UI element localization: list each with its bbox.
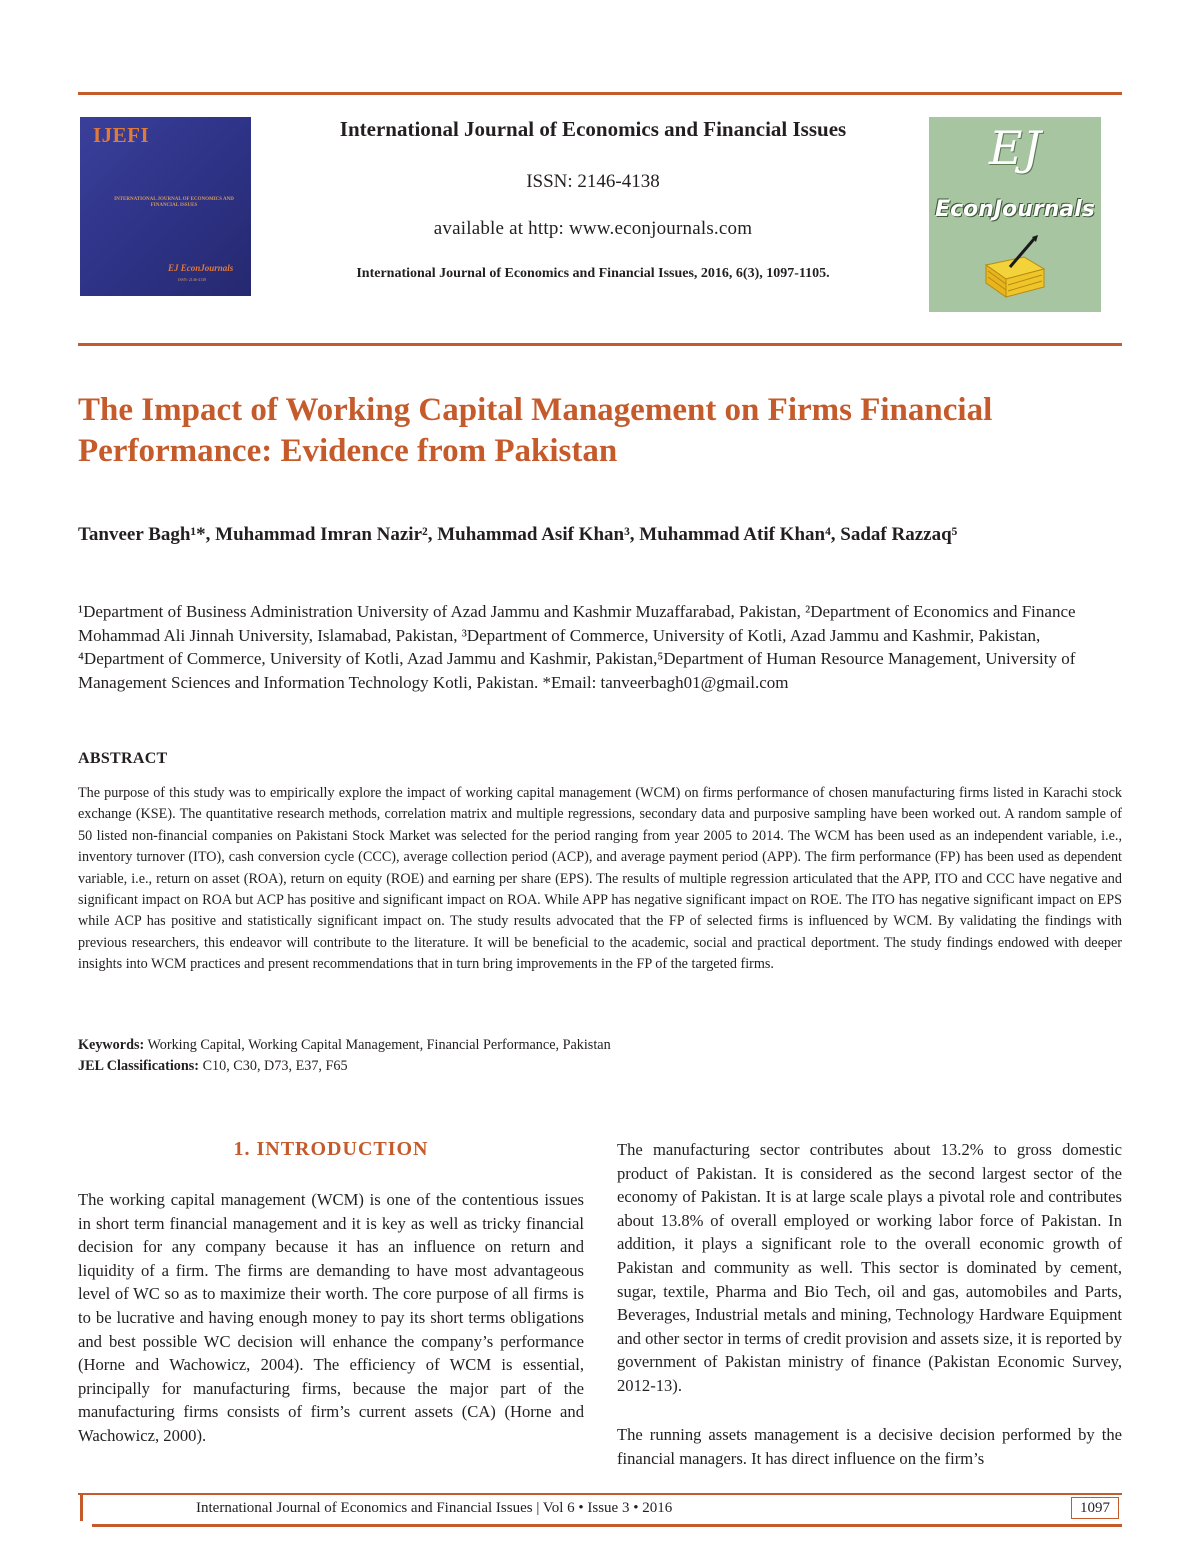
cover-issn: ISSN: 2146-4138 xyxy=(178,277,207,282)
keywords-value: Working Capital, Working Capital Management, Financial Performance, Pakistan xyxy=(144,1037,611,1053)
introduction-heading: 1. INTRODUCTION xyxy=(233,1138,429,1160)
header-bottom-rule xyxy=(78,343,1122,346)
cover-publisher: EJ EconJournals xyxy=(168,263,234,273)
journal-name: International Journal of Economics and Financial Issues xyxy=(339,117,847,141)
keywords-label: Keywords: xyxy=(78,1037,145,1053)
author-affiliations: ¹Department of Business Administration University of Azad Jammu and Kashmir Muzaffarabad, Pakistan, ²Department of Economics and Finance Mohammad Ali Jinnah University, Islamabad, Pakistan, ³Department of Commerce, University of Kotli, Azad Jammu and Kashmir, Pakistan, ⁴Department of Commerce, University of Kotli, Azad Jammu and Kashmir, Pakistan,⁵Department of Human Resource Management, University of Management Sciences and Information Technology Kotli, Pakistan. *Email: tanveerbagh01@gmail.com xyxy=(78,602,1076,692)
footer-journal: International Journal of Economics and Financial Issues | Vol 6 • Issue 3 • 2016 xyxy=(196,1500,673,1516)
introduction-paragraph-2: The manufacturing sector contributes about 13.2% to gross domestic product of Pakistan. It is considered as the second largest sector of the economy of Pakistan. It is at large scale plays a pivotal role and contributes about 13.8% of overall employed or working labor force of Pakistan. In addition, it plays a significant role to the overall economic growth of Pakistan and community as well. This sector is dominated by cement, sugar, textile, Pharma and Bio Tech, oil and gas, automobiles and Parts, Beverages, Industrial metals and mining, Technology Hardware Equipment and other sector in terms of credit provision and assets size, it is reported by government of Pakistan ministry of finance (Pakistan Economic Survey, 2012-13). xyxy=(617,1140,1122,1395)
journal-availability: available at http: www.econjournals.com xyxy=(433,218,753,239)
books-icon xyxy=(984,235,1046,301)
page-number: 1097 xyxy=(1071,1497,1119,1519)
logo-letters: EJ xyxy=(988,121,1042,175)
jel-label: JEL Classifications: xyxy=(78,1058,200,1074)
cover-acronym: IJEFI xyxy=(93,123,150,147)
journal-cover-image xyxy=(80,117,251,296)
journal-citation: International Journal of Economics and Financial Issues, 2016, 6(3), 1097-1105. xyxy=(356,266,830,281)
journal-issn: ISSN: 2146-4138 xyxy=(526,171,660,192)
header-top-rule xyxy=(78,92,1122,95)
jel-line xyxy=(78,1056,348,1077)
journal-header xyxy=(290,114,896,283)
article-authors: Tanveer Bagh¹*, Muhammad Imran Nazir², Muhammad Asif Khan³, Muhammad Atif Khan⁴, Sadaf Razzaq⁵ xyxy=(78,524,958,545)
footer-rule xyxy=(78,1493,1122,1495)
jel-value: C10, C30, D73, E37, F65 xyxy=(199,1058,348,1074)
footer-accent xyxy=(80,1493,83,1521)
article-title: The Impact of Working Capital Management on Firms Financial Performance: Evidence from Pakistan xyxy=(78,392,993,469)
logo-word: EconJournals xyxy=(935,197,1095,222)
econjournals-logo xyxy=(929,117,1101,312)
cover-subtitle: INTERNATIONAL JOURNAL OF ECONOMICS AND FINANCIAL ISSUES xyxy=(114,197,234,208)
abstract-heading: ABSTRACT xyxy=(78,750,168,767)
abstract-text: The purpose of this study was to empirically explore the impact of working capital management (WCM) on firms performance of chosen manufacturing firms listed in Karachi stock exchange (KSE). The quantitative research methods, correlation matrix and multiple regressions, secondary data and purposive sampling have been worked out. A random sample of 50 listed non-financial companies on Pakistani Stock Market was selected for the period ranging from year 2005 to 2014. The WCM has been used as an independent variable, i.e., inventory turnover (ITO), cash conversion cycle (CCC), average collection period (ACP), and average payment period (APP). The firm performance (FP) has been used as dependent variable, i.e., return on asset (ROA), return on equity (ROE) and earning per share (EPS). The results of multiple regression articulated that the APP, ITO and CCC have negative and significant impact on ROA but ACP has positive and significant impact on ROA. While APP has negative significant impact on ROE. The ITO has negative significant impact on EPS while ACP has positive and statistically significant impact on. The study results advocated that the FP of selected firms is influenced by WCM. By validating the findings with previous researchers, this endeavor will contribute to the literature. It will be beneficial to the academic, social and practical deportment. The study findings endowed with deeper insights into WCM practices and present recommendations that in turn bring improvements in the FP of the targeted firms. xyxy=(78,785,1122,973)
keywords-line xyxy=(78,1035,611,1056)
introduction-paragraph-3: The running assets management is a decisive decision performed by the financial managers. It has direct influence on the firm’s xyxy=(617,1425,1122,1468)
introduction-paragraph-1: The working capital management (WCM) is one of the contentious issues in short term financial management and it is key as well as tricky financial decision for any company because it has an influence on return and liquidity of a firm. The firms are demanding to have most advantageous level of WC so as to maximize their worth. The core purpose of all firms is to be lucrative and having enough money to pay its short terms obligations and best possible WC decision will enhance the company’s performance (Horne and Wachowicz, 2004). The efficiency of WCM is essential, principally for manufacturing firms, because the major part of the manufacturing firms consists of firm’s current assets (CA) (Horne and Wachowicz, 2000). xyxy=(78,1190,584,1445)
footer-bar xyxy=(92,1524,1122,1527)
